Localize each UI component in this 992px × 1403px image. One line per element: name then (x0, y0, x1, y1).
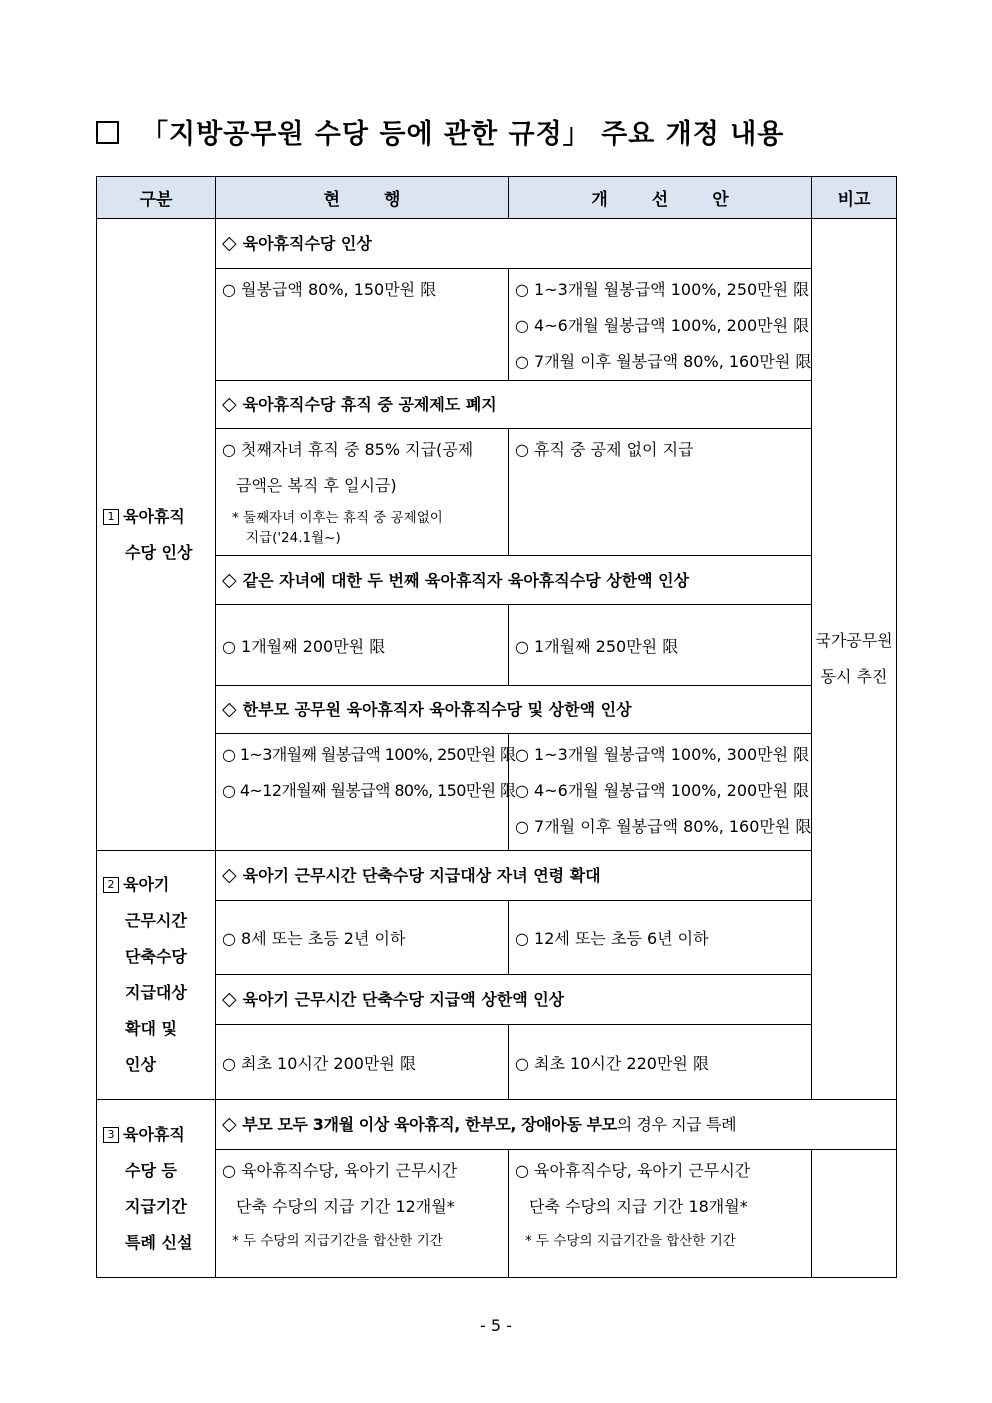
category-2: 2 육아기 근무시간 단축수당 지급대상 확대 및 인상 (97, 851, 216, 1100)
content-row (97, 429, 897, 556)
section-row (97, 851, 897, 901)
table-header (97, 177, 897, 219)
current-cell: ○ 1개월째 200만원 限 (216, 605, 509, 686)
current-cell: ○ 8세 또는 초등 2년 이하 (216, 901, 509, 975)
section-title: ◇ 육아기 근무시간 단축수당 지급액 상한액 인상 (216, 975, 812, 1025)
section-row (97, 975, 897, 1025)
diamond-icon: ◇ (222, 568, 237, 591)
content-row (97, 734, 897, 851)
current-cell: ○ 월봉급액 80%, 150만원 限 (216, 269, 509, 381)
diamond-icon: ◇ (222, 698, 237, 720)
proposal-cell: ○ 12세 또는 초등 6년 이하 (509, 901, 812, 975)
section-row (97, 219, 897, 269)
amendment-table (96, 176, 897, 1278)
remark-empty-cell (812, 1150, 897, 1278)
header-remark: 비고 (812, 177, 897, 219)
remark-cell: 국가공무원 동시 추진 (812, 219, 897, 1100)
section-title: ◇ 육아휴직수당 인상 (216, 219, 812, 269)
current-cell: ○ 육아휴직수당, 육아기 근무시간 단축 수당의 지급 기간 12개월* * 두 수당의 지급기간을 합산한 기간 (216, 1150, 509, 1278)
section-row (97, 1100, 897, 1150)
category-1: 1 육아휴직 수당 인상 (97, 219, 216, 851)
number-box-icon: 1 (103, 509, 119, 525)
number-box-icon: 2 (103, 877, 119, 893)
proposal-cell: ○ 휴직 중 공제 없이 지급 (509, 429, 812, 556)
page-title (96, 112, 784, 151)
section-title: ◇ 부모 모두 3개월 이상 육아휴직, 한부모, 장애아동 부모의 경우 지급 특례 (216, 1100, 897, 1150)
diamond-icon: ◇ (222, 864, 237, 886)
section-row (97, 381, 897, 429)
diamond-icon: ◇ (222, 988, 237, 1010)
section-title: ◇ 한부모 공무원 육아휴직자 육아휴직수당 및 상한액 인상 (216, 686, 812, 734)
content-row (97, 269, 897, 381)
current-cell: ○ 최초 10시간 200만원 限 (216, 1025, 509, 1100)
checkbox-square-icon (96, 121, 119, 144)
proposal-cell: ○ 육아휴직수당, 육아기 근무시간 단축 수당의 지급 기간 18개월* * 두 수당의 지급기간을 합산한 기간 (509, 1150, 812, 1278)
current-cell: ○ 1~3개월째 월봉급액 100%, 250만원 限 ○ 4~12개월째 월봉급액 80%, 150만원 限 (216, 734, 509, 851)
page-number: - 5 - (480, 1316, 512, 1335)
section-title: ◇ 육아휴직수당 휴직 중 공제제도 폐지 (216, 381, 812, 429)
content-row (97, 901, 897, 975)
content-row (97, 1150, 897, 1278)
diamond-icon: ◇ (222, 393, 237, 415)
header-category: 구분 (97, 177, 216, 219)
proposal-cell: ○ 1~3개월 월봉급액 100%, 250만원 限 ○ 4~6개월 월봉급액 100%, 200만원 限 ○ 7개월 이후 월봉급액 80%, 160만원 限 (509, 269, 812, 381)
proposal-cell: ○ 1~3개월 월봉급액 100%, 300만원 限 ○ 4~6개월 월봉급액 100%, 200만원 限 ○ 7개월 이후 월봉급액 80%, 160만원 限 (509, 734, 812, 851)
section-title: ◇ 같은 자녀에 대한 두 번째 육아휴직자 육아휴직수당 상한액 인상 (216, 556, 812, 605)
section-row (97, 556, 897, 605)
header-proposal: 개선안 (591, 190, 773, 210)
current-cell: ○ 첫째자녀 휴직 중 85% 지급(공제 금액은 복직 후 일시금) * 둘째자녀 이후는 휴직 중 공제없이 지급('24.1월~) (216, 429, 509, 556)
diamond-icon: ◇ (222, 232, 237, 254)
section-row (97, 686, 897, 734)
content-row (97, 605, 897, 686)
number-box-icon: 3 (103, 1127, 119, 1143)
section-title: ◇ 육아기 근무시간 단축수당 지급대상 자녀 연령 확대 (216, 851, 812, 901)
header-current: 현행 (323, 190, 445, 210)
content-row (97, 1025, 897, 1100)
proposal-cell: ○ 최초 10시간 220만원 限 (509, 1025, 812, 1100)
diamond-icon: ◇ (222, 1113, 237, 1135)
proposal-cell: ○ 1개월째 250만원 限 (509, 605, 812, 686)
category-3: 3 육아휴직 수당 등 지급기간 특례 신설 (97, 1100, 216, 1278)
title-text: 「지방공무원 수당 등에 관한 규정」 주요 개정 내용 (141, 119, 785, 150)
